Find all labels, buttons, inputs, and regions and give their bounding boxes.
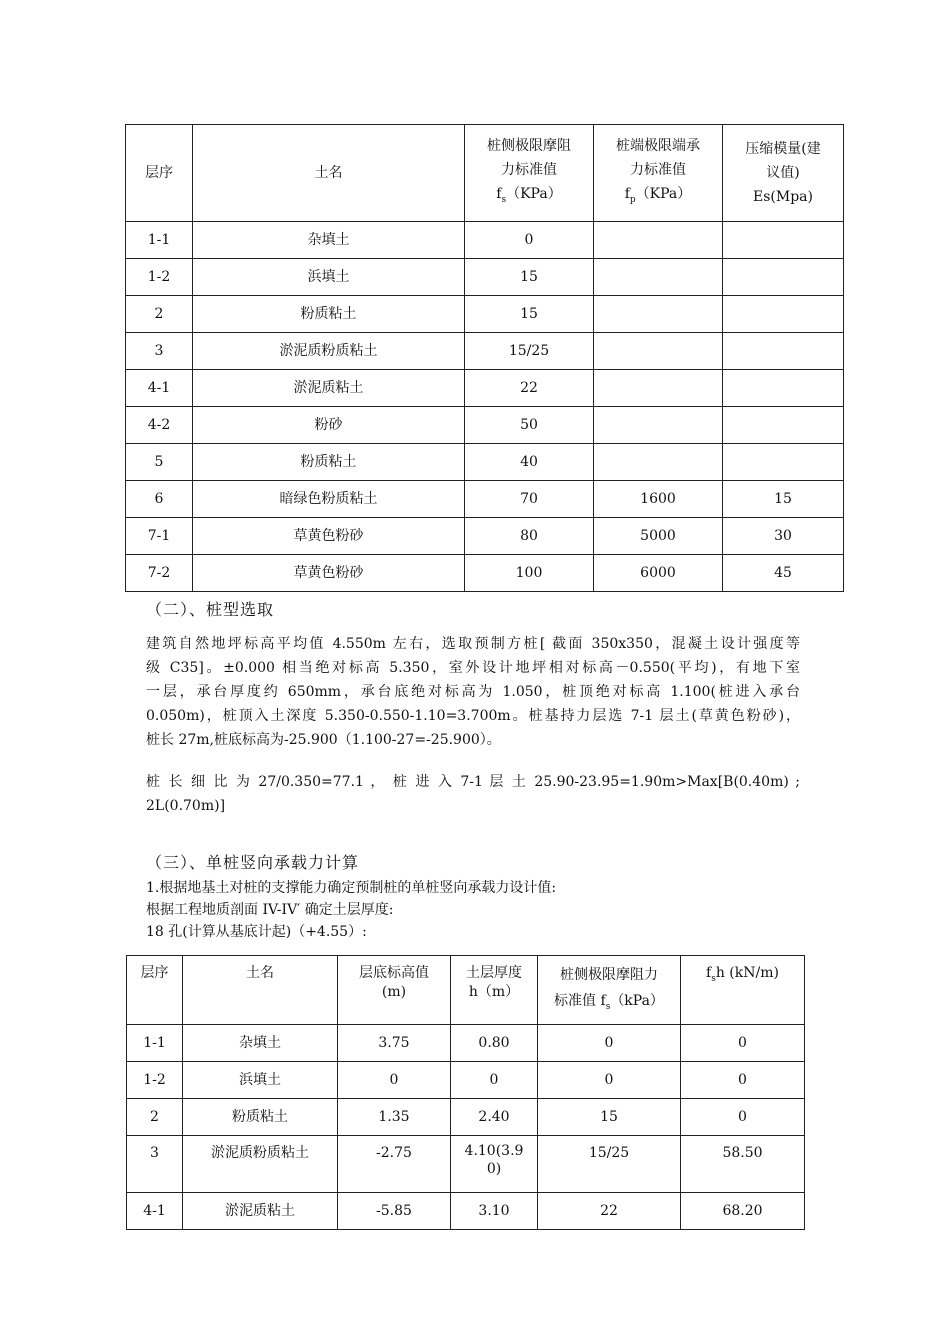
cell-fs: 70 xyxy=(465,481,594,518)
table-row xyxy=(126,481,844,518)
cell-soil: 杂填土 xyxy=(193,222,465,259)
header-end-bearing: 桩端极限端承 力标准值 $f_p(KPa)$ xyxy=(594,125,723,222)
cell-es xyxy=(723,259,844,296)
cell-order: 1-2 xyxy=(126,259,193,296)
cell-order: 4-2 xyxy=(126,407,193,444)
cell-order: 1-2 xyxy=(127,1062,183,1099)
header-soil-name: 土名 xyxy=(183,956,338,1025)
cell-elevation: -2.75 xyxy=(338,1136,451,1193)
cell-order: 3 xyxy=(127,1136,183,1193)
cell-fp xyxy=(594,444,723,481)
cell-es xyxy=(723,407,844,444)
cell-es xyxy=(723,222,844,259)
table-row xyxy=(126,259,844,296)
cell-order: 1-1 xyxy=(127,1025,183,1062)
cell-soil: 淤泥质粘土 xyxy=(193,370,465,407)
cell-soil: 浜填土 xyxy=(193,259,465,296)
cell-thickness: 0 xyxy=(451,1062,538,1099)
header-layer-thickness: 土层厚度 h（m） xyxy=(451,956,538,1025)
header-compression-modulus: 压缩模量(建 议值) Es(Mpa) xyxy=(723,125,844,222)
cell-es xyxy=(723,370,844,407)
cell-elevation: -5.85 xyxy=(338,1193,451,1230)
cell-order: 4-1 xyxy=(127,1193,183,1230)
cell-fsh: 0 xyxy=(681,1025,805,1062)
cell-fsh: 0 xyxy=(681,1062,805,1099)
cell-order: 2 xyxy=(126,296,193,333)
cell-es: 30 xyxy=(723,518,844,555)
cell-elevation: 1.35 xyxy=(338,1099,451,1136)
header-side-friction: 桩侧极限摩阻力 标准值 $f_s(kPa)$ xyxy=(538,956,681,1025)
section-heading-bearing-capacity: （三）、单桩竖向承载力计算 xyxy=(146,853,360,872)
cell-soil: 粉质粘土 xyxy=(183,1099,338,1136)
cell-fp xyxy=(594,370,723,407)
paragraph-slenderness: 桩 长 细 比 为 27/0.350=77.1 ， 桩 进 入 7-1 层 土 25.90-23.95=1.90m>Max[B(0.40m) ; 2L(0.70m)] xyxy=(146,774,800,814)
cell-fsh: 0 xyxy=(681,1099,805,1136)
cell-fs: 15 xyxy=(465,296,594,333)
table-row xyxy=(127,1099,805,1136)
table-row xyxy=(126,444,844,481)
pile-soil-parameters-table xyxy=(125,124,844,592)
cell-thickness: 0.80 xyxy=(451,1025,538,1062)
cell-soil: 浜填土 xyxy=(183,1062,338,1099)
header-side-friction: 桩侧极限摩阻 力标准值 $f_s(KPa)$ xyxy=(465,125,594,222)
cell-fs: 15/25 xyxy=(538,1136,681,1193)
table-row xyxy=(127,1025,805,1062)
table-row xyxy=(127,1062,805,1099)
table-row xyxy=(126,370,844,407)
cell-es: 45 xyxy=(723,555,844,592)
paragraph-pile-selection: 建筑自然地坪标高平均值 4.550m 左右，选取预制方桩[ 截面 350x350，混凝土设计强度等 级 C35]。±0.000 相当绝对标高 5.350，室外设计地坪相对标高－0.550(平均)，有地下室 一层，承台厚度约 650mm，承台底绝对标高为 1.050，桩顶绝对标高 1.100(桩进入承台 0.050m)，桩顶入土深度 5.350-0.550-1.10=3.700m。桩基持力层选 7-1 层土(草黄色粉砂)， 桩长 27m,桩底标高为-25.900（1.100-27=-25.900）。 xyxy=(146,636,800,748)
table-row xyxy=(126,555,844,592)
cell-fs: 50 xyxy=(465,407,594,444)
cell-es xyxy=(723,296,844,333)
cell-fs: 40 xyxy=(465,444,594,481)
cell-order: 1-1 xyxy=(126,222,193,259)
cell-fs: 0 xyxy=(538,1062,681,1099)
cell-es xyxy=(723,333,844,370)
soil-layer-thickness-table xyxy=(126,955,805,1230)
paragraph-calculation-intro: 1.根据地基土对桩的支撑能力确定预制桩的单桩竖向承载力设计值: 根据工程地质剖面 IV-IV′ 确定土层厚度: 18 孔(计算从基底计起)（+4.55）: xyxy=(146,880,557,940)
cell-fs: 15 xyxy=(538,1099,681,1136)
cell-es xyxy=(723,444,844,481)
cell-fp: 1600 xyxy=(594,481,723,518)
cell-soil: 粉质粘土 xyxy=(193,296,465,333)
cell-soil: 杂填土 xyxy=(183,1025,338,1062)
cell-order: 6 xyxy=(126,481,193,518)
cell-soil: 淤泥质粉质粘土 xyxy=(183,1136,338,1193)
table-header-row xyxy=(126,125,844,222)
cell-soil: 草黄色粉砂 xyxy=(193,555,465,592)
cell-order: 4-1 xyxy=(126,370,193,407)
cell-fs: 15 xyxy=(465,259,594,296)
cell-fp xyxy=(594,407,723,444)
cell-elevation: 0 xyxy=(338,1062,451,1099)
cell-thickness: 4.10(3.9 0) xyxy=(451,1136,538,1193)
cell-soil: 粉砂 xyxy=(193,407,465,444)
cell-fs: 15/25 xyxy=(465,333,594,370)
cell-es: 15 xyxy=(723,481,844,518)
cell-order: 3 xyxy=(126,333,193,370)
header-fsh: $f_sh$ (kN/m) xyxy=(681,956,805,1025)
cell-fs: 100 xyxy=(465,555,594,592)
cell-fp: 6000 xyxy=(594,555,723,592)
cell-fs: 80 xyxy=(465,518,594,555)
header-soil-name: 土名 xyxy=(193,125,465,222)
table-header-row xyxy=(127,956,805,1025)
table-row xyxy=(126,296,844,333)
cell-soil: 淤泥质粉质粘土 xyxy=(193,333,465,370)
cell-fp xyxy=(594,259,723,296)
cell-fs: 0 xyxy=(538,1025,681,1062)
cell-order: 7-1 xyxy=(126,518,193,555)
cell-fp xyxy=(594,296,723,333)
cell-fsh: 68.20 xyxy=(681,1193,805,1230)
table-row xyxy=(126,407,844,444)
cell-thickness: 3.10 xyxy=(451,1193,538,1230)
table-row xyxy=(127,1193,805,1230)
cell-elevation: 3.75 xyxy=(338,1025,451,1062)
cell-fsh: 58.50 xyxy=(681,1136,805,1193)
table-row xyxy=(127,1136,805,1193)
table-row xyxy=(126,518,844,555)
header-order: 层序 xyxy=(127,956,183,1025)
cell-soil: 暗绿色粉质粘土 xyxy=(193,481,465,518)
cell-order: 5 xyxy=(126,444,193,481)
section-heading-pile-type: （二）、桩型选取 xyxy=(146,600,275,619)
cell-order: 2 xyxy=(127,1099,183,1136)
cell-fs: 0 xyxy=(465,222,594,259)
table-row xyxy=(126,222,844,259)
cell-fs: 22 xyxy=(465,370,594,407)
header-bottom-elevation: 层底标高值 (m) xyxy=(338,956,451,1025)
cell-fp: 5000 xyxy=(594,518,723,555)
cell-order: 7-2 xyxy=(126,555,193,592)
cell-fp xyxy=(594,222,723,259)
cell-fp xyxy=(594,333,723,370)
table-row xyxy=(126,333,844,370)
cell-soil: 粉质粘土 xyxy=(193,444,465,481)
cell-fs: 22 xyxy=(538,1193,681,1230)
cell-soil: 淤泥质粘土 xyxy=(183,1193,338,1230)
header-order: 层序 xyxy=(126,125,193,222)
cell-soil: 草黄色粉砂 xyxy=(193,518,465,555)
cell-thickness: 2.40 xyxy=(451,1099,538,1136)
